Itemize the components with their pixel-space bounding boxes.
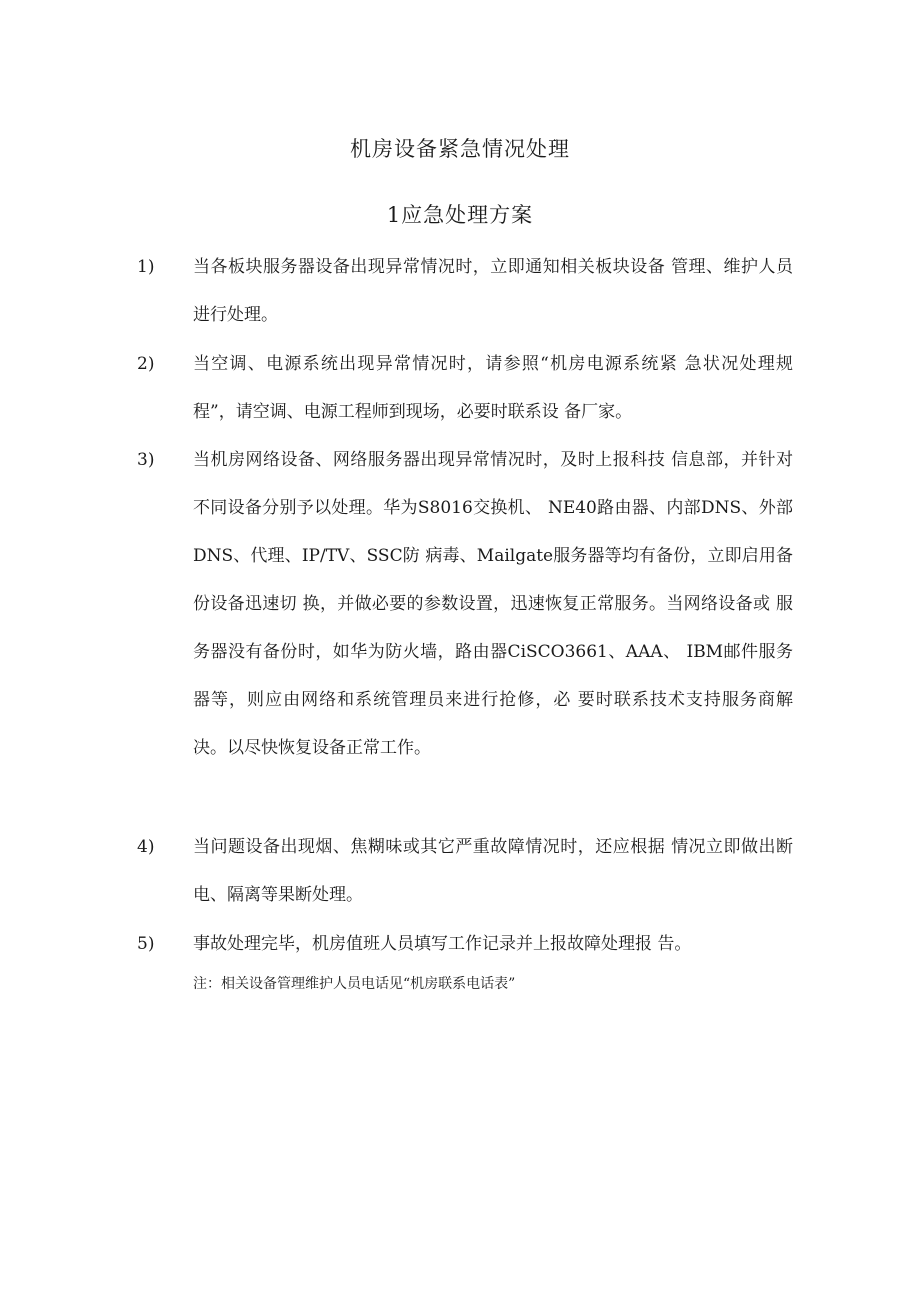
item-text: 事故处理完毕，机房值班人员填写工作记录并上报故障处理报 告。 [193, 934, 692, 954]
item-number: 5) [137, 934, 155, 954]
item-text: 当各板块服务器设备出现异常情况时，立即通知相关板块设备 管理、维护人员进行处理。 [193, 257, 793, 325]
item-text: 当问题设备出现烟、焦糊味或其它严重故障情况时，还应根据 情况立即做出断电、隔离等果断处理。 [193, 837, 793, 905]
document-title: 机房设备紧急情况处理 [350, 137, 570, 161]
item-number: 4) [137, 837, 155, 857]
item-number: 3) [137, 450, 155, 470]
item-text: 当空调、电源系统出现异常情况时，请参照“机房电源系统紧 急状况处理规程”，请空调、电源工程师到现场，必要时联系设 备厂家。 [193, 354, 793, 422]
item-number: 2) [137, 354, 155, 374]
item-text: 当机房网络设备、网络服务器出现异常情况时，及时上报科技 信息部，并针对不同设备分别予以处理。华为S8016交换机、 NE40路由器、内部DNS、外部DNS、代理、IP/TV、SSC防 病毒、Mailgate服务器等均有备份，立即启用备份设备迅速切 换，并做必要的参数设置，迅速恢复正常服务。当网络设备或 服务器没有备份时，如华为防火墙，路由器CiSCO3661、AAA、 IBM邮件服务器等，则应由网络和系统管理员来进行抢修，必 要时联系技术支持服务商解决。以尽快恢复设备正常工作。 [193, 450, 793, 758]
item-number: 1) [137, 257, 155, 277]
section-title: 1应急处理方案 [386, 203, 534, 227]
footnote: 注：相关设备管理维护人员电话见“机房联系电话表” [193, 976, 516, 992]
